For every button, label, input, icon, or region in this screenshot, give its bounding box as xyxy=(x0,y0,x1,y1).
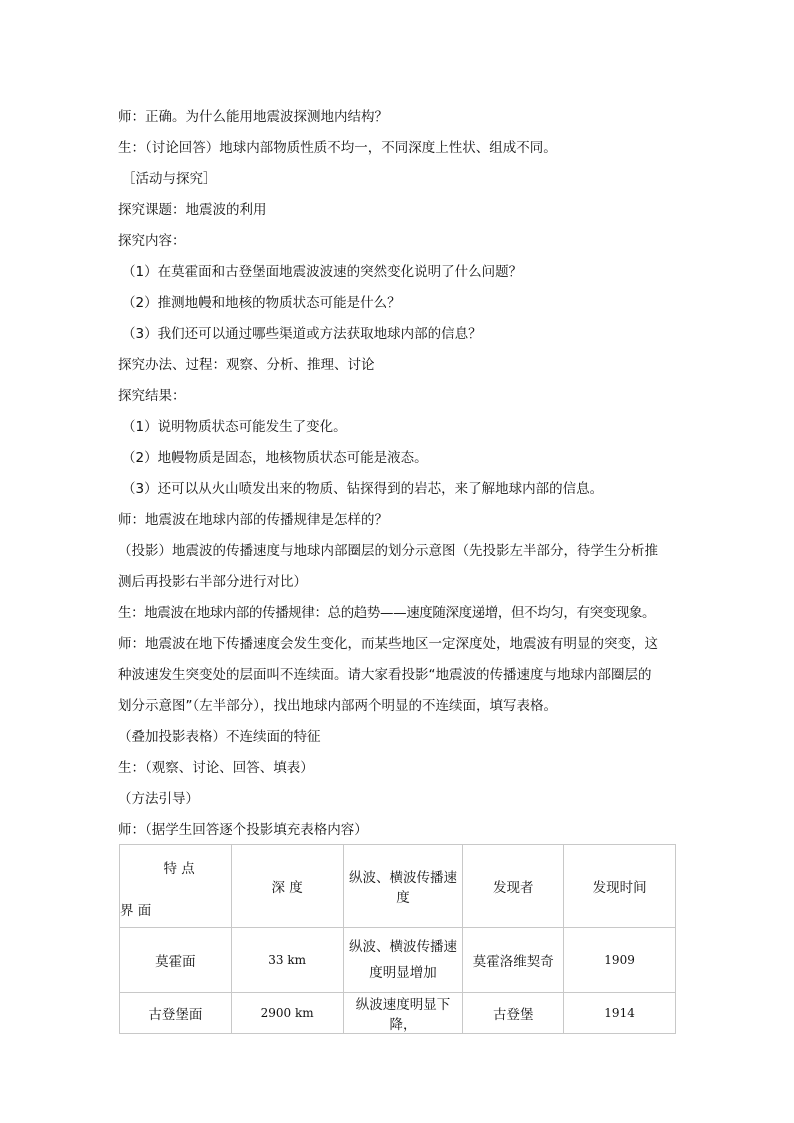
table-cell: 1914 xyxy=(564,993,676,1034)
text-line: （投影）地震波的传播速度与地球内部圈层的划分示意图（先投影左半部分，待学生分析推 xyxy=(118,543,658,559)
table-row xyxy=(120,928,676,993)
table-cell: 莫霍洛维契奇 xyxy=(463,928,564,993)
text-line: （1）说明物质状态可能发生了变化。 xyxy=(122,419,347,435)
text-line: ［活动与探究］ xyxy=(122,171,217,187)
table-cell: 纵波、横波传播速度明显增加 xyxy=(343,928,463,993)
table-cell: 2900 km xyxy=(231,993,343,1034)
text-line: 探究办法、过程：观察、分析、推理、讨论 xyxy=(118,357,375,373)
text-line: （叠加投影表格）不连续面的特征 xyxy=(118,729,321,745)
table-row xyxy=(120,993,676,1034)
text-line: 种波速发生突变处的层面叫不连续面。请大家看投影“地震波的传播速度与地球内部圈层的 xyxy=(118,667,652,683)
text-line: 师：地震波在地下传播速度会发生变化，而某些地区一定深度处，地震波有明显的突变，这 xyxy=(118,636,658,652)
text-line: （2）地幔物质是固态，地核物质状态可能是液态。 xyxy=(122,450,428,466)
text-line: （2）推测地幔和地核的物质状态可能是什么？ xyxy=(122,295,401,311)
text-line: 划分示意图”（左半部分），找出地球内部两个明显的不连续面，填写表格。 xyxy=(118,698,557,714)
column-header: 发现时间 xyxy=(564,845,676,928)
header-feature-label: 特 点 xyxy=(163,861,195,877)
table-cell: 古登堡面 xyxy=(120,993,232,1034)
text-line: 师：正确。为什么能用地震波探测地内结构？ xyxy=(118,109,388,125)
discontinuity-table xyxy=(119,844,676,1034)
table-cell: 古登堡 xyxy=(463,993,564,1034)
text-line: （3）我们还可以通过哪些渠道或方法获取地球内部的信息？ xyxy=(122,326,482,342)
text-line: 生：地震波在地球内部的传播规律：总的趋势——速度随深度递增，但不均匀，有突变现象。 xyxy=(118,605,656,621)
text-line: 师：地震波在地球内部的传播规律是怎样的？ xyxy=(118,512,388,528)
text-line: 探究内容： xyxy=(118,233,186,249)
text-body xyxy=(118,102,688,846)
column-header: 纵波、横波传播速度 xyxy=(343,845,463,928)
text-line: （3）还可以从火山喷发出来的物质、钻探得到的岩芯，来了解地球内部的信息。 xyxy=(122,481,604,497)
table-cell: 莫霍面 xyxy=(120,928,232,993)
table-header-row xyxy=(120,845,676,928)
table-cell: 1909 xyxy=(564,928,676,993)
column-header: 发现者 xyxy=(463,845,564,928)
table-cell: 33 km xyxy=(231,928,343,993)
text-line: 探究课题：地震波的利用 xyxy=(118,202,267,218)
text-line: （方法引导） xyxy=(118,791,199,807)
text-line: 师：（据学生回答逐个投影填充表格内容） xyxy=(118,822,368,838)
column-header: 深 度 xyxy=(231,845,343,928)
text-line: 生：（观察、讨论、回答、填表） xyxy=(118,760,314,776)
text-line: 探究结果： xyxy=(118,388,186,404)
text-line: 测后再投影右半部分进行对比） xyxy=(118,574,307,590)
table-cell: 纵波速度明显下降， xyxy=(343,993,463,1034)
header-interface-label: 界 面 xyxy=(120,903,152,919)
text-line: 生：（讨论回答）地球内部物质性质不均一，不同深度上性状、组成不同。 xyxy=(118,140,557,156)
text-line: （1）在莫霍面和古登堡面地震波波速的突然变化说明了什么问题？ xyxy=(122,264,523,280)
table-corner-header xyxy=(120,845,232,928)
